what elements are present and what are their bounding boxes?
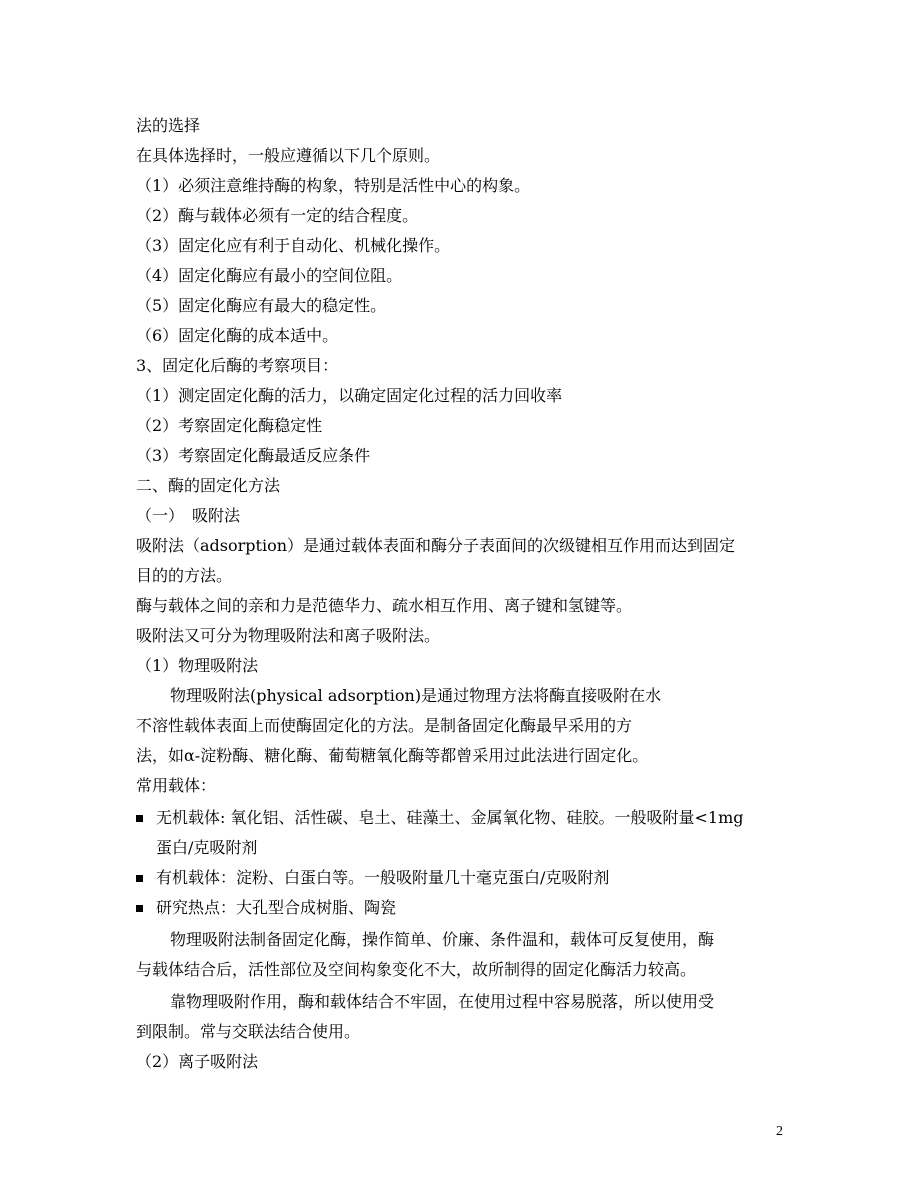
text-line: 常用载体： [136,776,217,795]
text-line: （5）固定化酶应有最大的稳定性。 [136,296,387,315]
subsection-heading: （一） 吸附法 [136,506,241,525]
text-line: （2）离子吸附法 [136,1052,259,1071]
text-line: 目的的方法。 [136,566,233,585]
text-line: 在具体选择时，一般应遵循以下几个原则。 [136,146,441,165]
text-line: （4）固定化酶应有最小的空间位阻。 [136,266,403,285]
text-line: （1）测定固定化酶的活力，以确定固定化过程的活力回收率 [136,386,563,405]
page-number: 2 [776,1124,783,1139]
list-item: 研究热点：大孔型合成树脂、陶瓷 [156,898,397,917]
list-item: 蛋白/克吸附剂 [156,838,258,857]
text-line: 靠物理吸附作用，酶和载体结合不牢固，在使用过程中容易脱落，所以使用受 [170,992,715,1011]
text-line: （6）固定化酶的成本适中。 [136,326,339,345]
text-line: 法，如α-淀粉酶、糖化酶、葡萄糖氧化酶等都曾采用过此法进行固定化。 [136,746,649,765]
text-line: 吸附法又可分为物理吸附法和离子吸附法。 [136,626,441,645]
text-line: 物理吸附法制备固定化酶，操作简单、价廉、条件温和，载体可反复使用，酶 [170,930,715,949]
text-line: （3）固定化应有利于自动化、机械化操作。 [136,236,451,255]
text-line: 吸附法（adsorption）是通过载体表面和酶分子表面间的次级键相互作用而达到固定 [136,536,736,555]
text-line: 法的选择 [136,116,201,135]
section-heading: 二、酶的固定化方法 [136,476,281,495]
text-line: 3、固定化后酶的考察项目： [136,356,339,375]
text-line: 物理吸附法(physical adsorption)是通过物理方法将酶直接吸附在水 [170,686,662,705]
text-line: （1）物理吸附法 [136,656,259,675]
bullet-icon [136,905,143,912]
list-item: 无机载体: 氧化铝、活性碳、皂土、硅藻土、金属氧化物、硅胶。一般吸附量<1mg [156,808,744,827]
text-line: 不溶性载体表面上而使酶固定化的方法。是制备固定化酶最早采用的方 [136,716,633,735]
text-line: （2）考察固定化酶稳定性 [136,416,323,435]
text-line: （2）酶与载体必须有一定的结合程度。 [136,206,419,225]
list-item: 有机载体：淀粉、白蛋白等。一般吸附量几十毫克蛋白/克吸附剂 [156,868,610,887]
bullet-icon [136,815,143,822]
text-line: 酶与载体之间的亲和力是范德华力、疏水相互作用、离子键和氢键等。 [136,596,633,615]
text-line: 与载体结合后，活性部位及空间构象变化不大，故所制得的固定化酶活力较高。 [136,960,697,979]
text-line: （1）必须注意维持酶的构象，特别是活性中心的构象。 [136,176,531,195]
bullet-icon [136,875,143,882]
text-line: （3）考察固定化酶最适反应条件 [136,446,371,465]
text-line: 到限制。常与交联法结合使用。 [136,1022,361,1041]
